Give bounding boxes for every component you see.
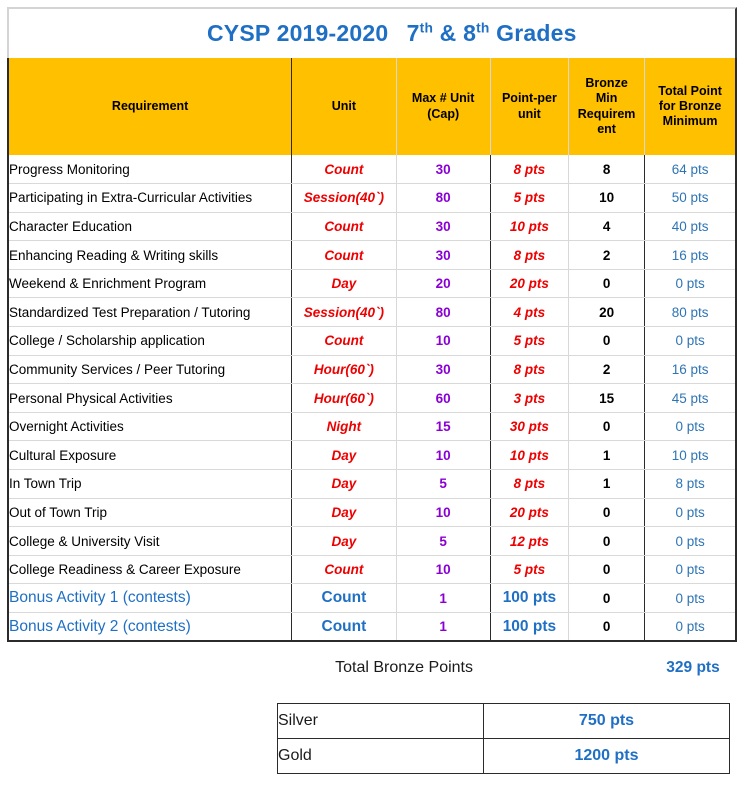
cell-total-bronze: 16 pts <box>645 355 736 384</box>
table-row <box>8 384 736 413</box>
cell-unit: Count <box>292 327 396 356</box>
cell-total-bronze: 0 pts <box>645 498 736 527</box>
table-row <box>8 613 736 642</box>
cell-requirement: Bonus Activity 1 (contests) <box>8 584 292 613</box>
cell-requirement: Out of Town Trip <box>8 498 292 527</box>
cell-max-unit: 80 <box>396 184 490 213</box>
table-row <box>8 327 736 356</box>
cell-bronze-min: 0 <box>569 269 645 298</box>
cell-bronze-min: 4 <box>569 212 645 241</box>
level-row <box>278 739 730 774</box>
cell-requirement: In Town Trip <box>8 470 292 499</box>
total-bronze-summary <box>7 655 737 687</box>
column-header-requirement-label: Requirement <box>111 98 189 113</box>
cell-total-bronze: 0 pts <box>645 613 736 642</box>
cell-requirement: Community Services / Peer Tutoring <box>8 355 292 384</box>
cell-bronze-min: 0 <box>569 584 645 613</box>
cell-max-unit: 5 <box>396 527 490 556</box>
cell-max-unit: 20 <box>396 269 490 298</box>
column-header-bronze-min-line3: Requirem <box>577 106 636 121</box>
cell-total-bronze: 45 pts <box>645 384 736 413</box>
table-row <box>8 155 736 184</box>
cell-requirement: Weekend & Enrichment Program <box>8 269 292 298</box>
level-row <box>278 704 730 739</box>
cell-point-per-unit: 5 pts <box>490 555 568 584</box>
cell-total-bronze: 16 pts <box>645 241 736 270</box>
cell-requirement: Participating in Extra-Curricular Activities <box>8 184 292 213</box>
cell-point-per-unit: 8 pts <box>490 355 568 384</box>
table-header-row <box>8 58 736 155</box>
cell-point-per-unit: 5 pts <box>490 184 568 213</box>
column-header-requirement <box>8 58 292 155</box>
table-row <box>8 298 736 327</box>
cell-requirement: Overnight Activities <box>8 412 292 441</box>
cell-point-per-unit: 12 pts <box>490 527 568 556</box>
cell-unit: Day <box>292 498 396 527</box>
cell-total-bronze: 10 pts <box>645 441 736 470</box>
table-row <box>8 584 736 613</box>
column-header-total-bronze-line1: Total Point <box>658 83 722 98</box>
cell-bronze-min: 1 <box>569 441 645 470</box>
cell-requirement: Standardized Test Preparation / Tutoring <box>8 298 292 327</box>
cell-max-unit: 15 <box>396 412 490 441</box>
cell-bronze-min: 2 <box>569 355 645 384</box>
column-header-point-per-unit <box>490 58 568 155</box>
cell-total-bronze: 0 pts <box>645 412 736 441</box>
cell-total-bronze: 0 pts <box>645 269 736 298</box>
table-row <box>8 498 736 527</box>
total-bronze-label: Total Bronze Points <box>335 659 473 676</box>
cell-requirement: College Readiness & Career Exposure <box>8 555 292 584</box>
cell-unit: Count <box>292 555 396 584</box>
cell-max-unit: 10 <box>396 327 490 356</box>
cell-point-per-unit: 8 pts <box>490 470 568 499</box>
column-header-bronze-min <box>569 58 645 155</box>
table-row <box>8 441 736 470</box>
cell-bronze-min: 15 <box>569 384 645 413</box>
cell-max-unit: 1 <box>396 584 490 613</box>
title-mid: & 8 <box>433 20 477 46</box>
column-header-unit-label: Unit <box>331 98 357 113</box>
cell-bronze-min: 0 <box>569 555 645 584</box>
cell-total-bronze: 80 pts <box>645 298 736 327</box>
cell-max-unit: 10 <box>396 555 490 584</box>
cell-requirement: Personal Physical Activities <box>8 384 292 413</box>
column-header-max-unit-line2: (Cap) <box>427 106 460 121</box>
cell-bronze-min: 10 <box>569 184 645 213</box>
cell-max-unit: 10 <box>396 498 490 527</box>
table-row <box>8 241 736 270</box>
cell-total-bronze: 0 pts <box>645 584 736 613</box>
cell-total-bronze: 0 pts <box>645 327 736 356</box>
cell-bronze-min: 0 <box>569 613 645 642</box>
cell-total-bronze: 8 pts <box>645 470 736 499</box>
cell-bronze-min: 20 <box>569 298 645 327</box>
cell-unit: Count <box>292 613 396 642</box>
cell-max-unit: 80 <box>396 298 490 327</box>
cell-unit: Count <box>292 584 396 613</box>
cell-total-bronze: 0 pts <box>645 527 736 556</box>
cell-requirement: Enhancing Reading & Writing skills <box>8 241 292 270</box>
cell-point-per-unit: 20 pts <box>490 269 568 298</box>
table-row <box>8 470 736 499</box>
column-header-total-bronze <box>645 58 736 155</box>
cell-max-unit: 30 <box>396 355 490 384</box>
cell-max-unit: 1 <box>396 613 490 642</box>
cell-max-unit: 30 <box>396 155 490 184</box>
cell-unit: Hour(60`) <box>292 384 396 413</box>
cell-max-unit: 5 <box>396 470 490 499</box>
table-row <box>8 212 736 241</box>
table-row <box>8 555 736 584</box>
cell-max-unit: 30 <box>396 241 490 270</box>
cell-total-bronze: 50 pts <box>645 184 736 213</box>
level-label: Silver <box>278 704 484 739</box>
levels-table <box>277 703 730 774</box>
cell-point-per-unit: 8 pts <box>490 241 568 270</box>
column-header-bronze-min-line4: ent <box>597 121 616 136</box>
column-header-unit <box>292 58 396 155</box>
column-header-bronze-min-line1: Bronze <box>585 76 628 90</box>
cell-unit: Count <box>292 241 396 270</box>
table-row <box>8 184 736 213</box>
cell-requirement: Progress Monitoring <box>8 155 292 184</box>
cell-point-per-unit: 3 pts <box>490 384 568 413</box>
cell-unit: Session(40`) <box>292 184 396 213</box>
cell-bronze-min: 8 <box>569 155 645 184</box>
cell-requirement: Character Education <box>8 212 292 241</box>
cell-bronze-min: 0 <box>569 412 645 441</box>
cell-unit: Day <box>292 441 396 470</box>
cell-unit: Day <box>292 470 396 499</box>
cell-point-per-unit: 10 pts <box>490 212 568 241</box>
total-bronze-value: 329 pts <box>666 659 720 676</box>
column-header-max-unit <box>396 58 490 155</box>
level-value: 750 pts <box>484 704 730 739</box>
requirements-table <box>7 58 737 642</box>
cell-bronze-min: 0 <box>569 327 645 356</box>
table-row <box>8 527 736 556</box>
cell-point-per-unit: 5 pts <box>490 327 568 356</box>
cell-point-per-unit: 100 pts <box>490 584 568 613</box>
title-prefix: CYSP 2019-2020 7 <box>206 20 420 46</box>
cell-total-bronze: 40 pts <box>645 212 736 241</box>
cell-point-per-unit: 100 pts <box>490 613 568 642</box>
cell-point-per-unit: 30 pts <box>490 412 568 441</box>
table-row <box>8 355 736 384</box>
cell-point-per-unit: 20 pts <box>490 498 568 527</box>
cell-point-per-unit: 10 pts <box>490 441 568 470</box>
cell-unit: Day <box>292 527 396 556</box>
title-suffix: Grades <box>489 20 577 46</box>
cell-unit: Count <box>292 155 396 184</box>
cell-point-per-unit: 4 pts <box>490 298 568 327</box>
cell-max-unit: 60 <box>396 384 490 413</box>
title-superscript-7th: th <box>419 20 434 36</box>
cell-unit: Hour(60`) <box>292 355 396 384</box>
cell-bronze-min: 0 <box>569 527 645 556</box>
cell-total-bronze: 0 pts <box>645 555 736 584</box>
cell-unit: Night <box>292 412 396 441</box>
level-label: Gold <box>278 739 484 774</box>
cell-point-per-unit: 8 pts <box>490 155 568 184</box>
cell-bronze-min: 0 <box>569 498 645 527</box>
requirements-table-body <box>8 155 736 641</box>
title-band <box>7 7 737 58</box>
cell-requirement: College / Scholarship application <box>8 327 292 356</box>
column-header-total-bronze-line2: for Bronze <box>658 98 722 113</box>
cell-requirement: Bonus Activity 2 (contests) <box>8 613 292 642</box>
column-header-total-bronze-line3: Minimum <box>662 114 718 129</box>
table-row <box>8 412 736 441</box>
cell-total-bronze: 64 pts <box>645 155 736 184</box>
table-row <box>8 269 736 298</box>
cell-requirement: Cultural Exposure <box>8 441 292 470</box>
cell-max-unit: 30 <box>396 212 490 241</box>
title-superscript-8th: th <box>476 20 490 36</box>
cell-unit: Count <box>292 212 396 241</box>
column-header-point-per-unit-line1: Point-per <box>501 91 557 106</box>
cell-max-unit: 10 <box>396 441 490 470</box>
column-header-max-unit-line1: Max # Unit <box>411 91 475 106</box>
cell-bronze-min: 2 <box>569 241 645 270</box>
column-header-point-per-unit-line2: unit <box>517 106 541 121</box>
cell-requirement: College & University Visit <box>8 527 292 556</box>
levels-table-body <box>278 704 730 774</box>
cell-unit: Day <box>292 269 396 298</box>
level-value: 1200 pts <box>574 747 639 764</box>
cell-unit: Session(40`) <box>292 298 396 327</box>
column-header-bronze-min-line2: Min <box>595 91 618 106</box>
cell-bronze-min: 1 <box>569 470 645 499</box>
